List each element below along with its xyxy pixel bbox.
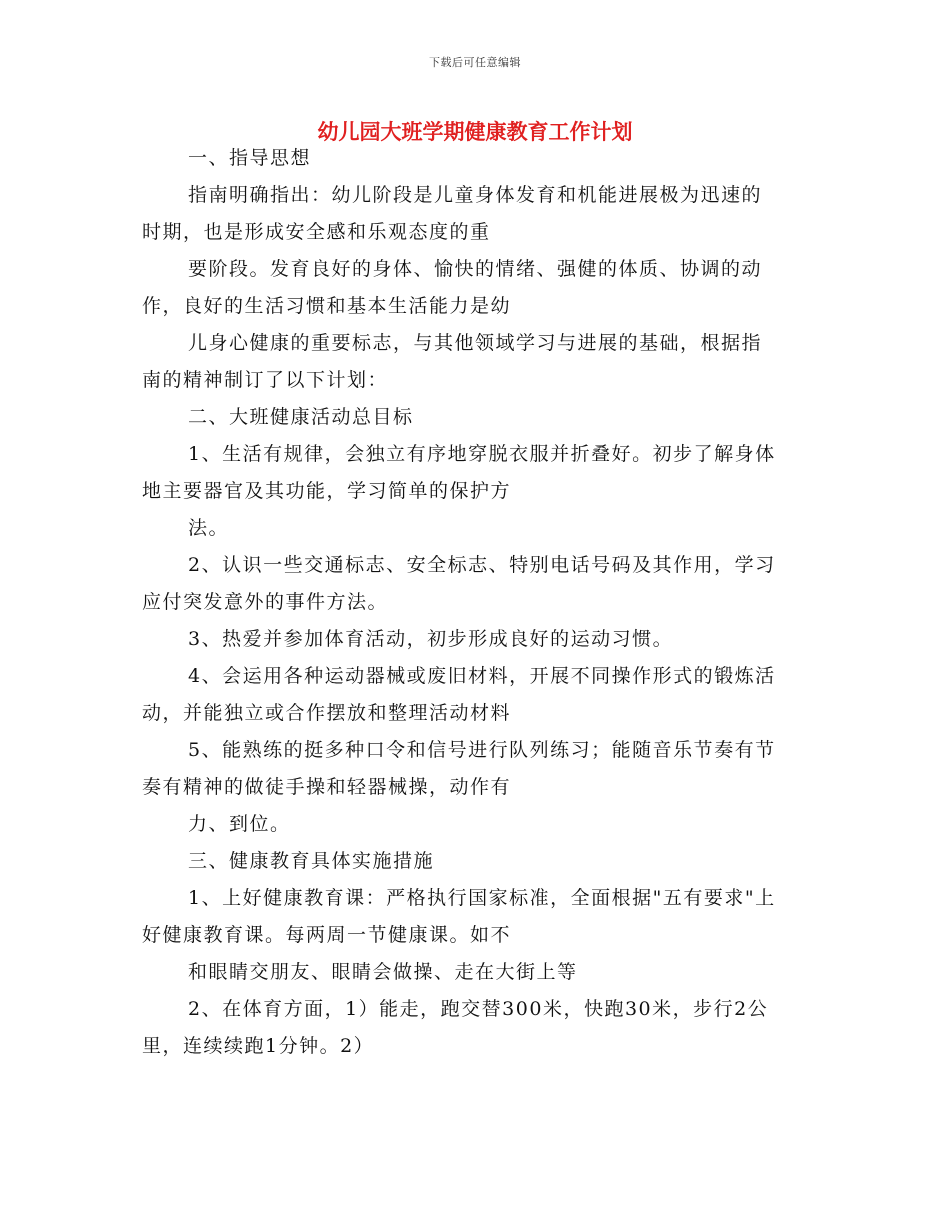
document-body xyxy=(142,140,810,1065)
list-item-line: 法。 xyxy=(188,517,230,539)
section-heading: 三、健康教育具体实施措施 xyxy=(188,850,435,872)
list-item-line: 和眼睛交朋友、眼睛会做操、走在大街上等 xyxy=(188,961,578,983)
list-item-line: 1、上好健康教育课：严格执行国家标准，全面根据"五有要求"上 xyxy=(188,887,776,909)
paragraph-line: 儿身心健康的重要标志，与其他领域学习与进展的基础，根据指 xyxy=(188,332,763,354)
list-item-line: 3、热爱并参加体育活动，初步形成良好的运动习惯。 xyxy=(188,628,674,650)
list-item-line: 地主要器官及其功能，学习简单的保护方 xyxy=(142,480,512,502)
list-item-line: 力、到位。 xyxy=(188,813,291,835)
section-heading: 二、大班健康活动总目标 xyxy=(188,406,414,428)
paragraph-line: 作，良好的生活习惯和基本生活能力是幼 xyxy=(142,295,512,317)
section-heading: 一、指导思想 xyxy=(188,147,312,169)
paragraph-line: 要阶段。发育良好的身体、愉快的情绪、强健的体质、协调的动 xyxy=(188,258,763,280)
document-title: 幼儿园大班学期健康教育工作计划 xyxy=(317,120,633,144)
paragraph-line: 时期，也是形成安全感和乐观态度的重 xyxy=(142,221,491,243)
list-item-line: 里，连续续跑1分钟。2） xyxy=(142,1035,375,1057)
list-item-line: 奏有精神的做徒手操和轻器械操，动作有 xyxy=(142,776,512,798)
list-item-line: 动，并能独立或合作摆放和整理活动材料 xyxy=(142,702,512,724)
list-item-line: 4、会运用各种运动器械或废旧材料，开展不同操作形式的锻炼活 xyxy=(188,665,776,687)
list-item-line: 1、生活有规律，会独立有序地穿脱衣服并折叠好。初步了解身体 xyxy=(188,443,776,465)
list-item-line: 2、认识一些交通标志、安全标志、特别电话号码及其作用，学习 xyxy=(188,554,776,576)
paragraph-line: 指南明确指出：幼儿阶段是儿童身体发育和机能进展极为迅速的 xyxy=(188,184,763,206)
list-item-line: 5、能熟练的挺多种口令和信号进行队列练习；能随音乐节奏有节 xyxy=(188,739,776,761)
list-item-line: 应付突发意外的事件方法。 xyxy=(142,591,389,613)
list-item-line: 2、在体育方面，1）能走，跑交替300米，快跑30米，步行2公 xyxy=(188,998,769,1020)
list-item-line: 好健康教育课。每两周一节健康课。如不 xyxy=(142,924,512,946)
header-note: 下载后可任意编辑 xyxy=(429,56,521,69)
paragraph-line: 南的精神制订了以下计划： xyxy=(142,369,389,391)
